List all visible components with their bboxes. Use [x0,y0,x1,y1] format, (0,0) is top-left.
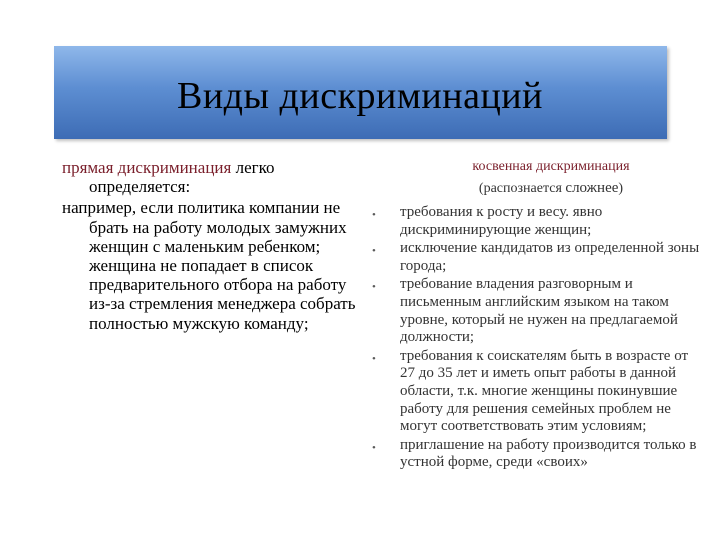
bullet-icon: • [372,281,376,294]
list-item-text: приглашение на работу производится только в устной форме, среди «своих» [400,436,697,471]
list-item-text: требования к росту и весу. явно дискриминирующие женщин; [400,204,603,238]
direct-discrimination-term: прямая дискриминация [62,158,232,177]
note-suffix: ) [618,181,624,196]
note-word: сложнее [565,180,619,196]
direct-discrimination-column [62,158,362,335]
list-item [372,276,702,346]
direct-discrimination-example: например, если политика компании не брать на работу молодых замужних женщин с маленьким ребенком; женщина не попадает в список предварительного отбора на работу из-за стремления менеджера собрать полностью мужскую команду; [62,198,356,333]
list-item [372,348,702,436]
indirect-discrimination-note [400,179,702,198]
bullet-icon: • [372,441,376,454]
list-item [372,204,702,239]
indirect-discrimination-term: косвенная дискриминация [472,159,630,174]
list-item-text: требования к соискателям быть в возрасте от 27 до 35 лет и иметь опыт работы в данной области, т.к. многие женщины покинувшие работу для решения семейных проблем не могут соответствовать этим условиям; [400,347,689,435]
list-item-text: исключение кандидатов из определенной зоны города; [400,240,700,274]
bullet-icon: • [372,209,376,221]
note-prefix: (распознается [478,181,566,196]
list-item [372,240,702,275]
direct-discrimination-definition [62,158,362,196]
indirect-discrimination-header [400,158,702,198]
list-item-text: требование владения разговорным и письменным английским языком на таком уровне, который не нужен на предлагаемой должности; [400,276,678,346]
bullet-icon: • [372,245,376,258]
list-item [372,437,702,472]
direct-discrimination-definition-rest: легко определяется: [89,158,275,197]
indirect-discrimination-list [372,204,702,472]
indirect-discrimination-column [372,158,702,473]
slide-title: Виды дискриминаций [177,75,543,117]
bullet-icon: • [372,352,376,365]
